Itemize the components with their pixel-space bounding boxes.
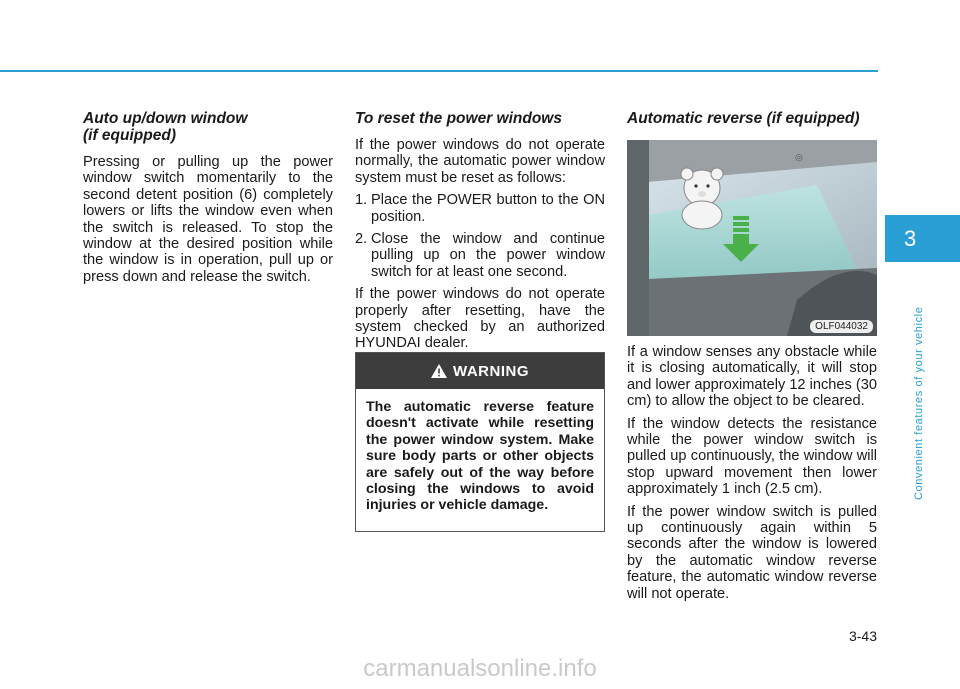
warning-box [355, 352, 605, 532]
step-text: Place the POWER button to the ON position. [371, 192, 605, 225]
window-illustration [627, 140, 877, 336]
step-number: 1. [355, 192, 368, 209]
automatic-reverse-heading: Automatic reverse (if equipped) [627, 110, 860, 127]
reverse-paragraph-2: If the window detects the resistance while the power window switch is pulled up continuously, the window will stop upward movement then lower approximately 1 inch (2.5 cm). [627, 415, 877, 498]
reset-outro: If the power windows do not operate properly after resetting, have the system checked by an authorized HYUNDAI dealer. [355, 286, 605, 352]
step-text: Close the window and continue pulling up on the power window switch for at least one second. [371, 231, 605, 280]
automatic-reverse-section [627, 110, 877, 137]
chapter-number: 3 [904, 226, 917, 251]
car-window-image [627, 140, 877, 336]
automatic-reverse-body [627, 344, 877, 608]
reverse-paragraph-3: If the power window switch is pulled up continuously again within 5 seconds after the window is lowered by the automatic window reverse feature, the automatic window reverse will not operate. [627, 503, 877, 602]
warning-triangle-icon [431, 364, 447, 378]
step-item [355, 192, 605, 225]
reset-windows-section [355, 110, 605, 358]
reverse-paragraph-1: If a window senses any obstacle while it is closing automatically, it will stop and lower approximately 12 inches (30 cm) to allow the object to be cleared. [627, 344, 877, 410]
warning-text: The automatic reverse feature doesn't activate while resetting the power window system. Make sure body parts or other objects are safely out of the way before closing the windows to avoid injuries or vehicle damage. [366, 399, 594, 514]
heading-line-1: Auto up/down window [83, 110, 248, 127]
auto-updown-paragraph: Pressing or pulling up the power window switch momentarily to the second detent position (6) completely lowers or lifts the window even when the switch is released. To stop the window at the desired position while the window is in operation, pull up or press down and release the switch. [83, 154, 333, 285]
chapter-title: Convenient features of your vehicle [913, 306, 925, 500]
auto-updown-heading [83, 110, 333, 144]
step-number: 2. [355, 231, 368, 248]
chapter-tab [885, 215, 960, 262]
step-item [355, 231, 605, 280]
svg-text:◎: ◎ [795, 152, 803, 162]
page-number: 3-43 [848, 628, 877, 644]
warning-header [356, 353, 604, 389]
warning-title: WARNING [453, 362, 529, 380]
chapter-title-vertical [913, 270, 927, 500]
watermark: carmanualsonline.info [363, 655, 597, 682]
reset-intro: If the power windows do not operate normally, the automatic power window system must be reset as follows: [355, 137, 605, 186]
image-code-label: OLF044032 [810, 320, 873, 333]
reset-windows-heading: To reset the power windows [355, 110, 562, 127]
heading-line-2: (if equipped) [83, 127, 176, 144]
top-rule [0, 70, 878, 72]
auto-updown-section [83, 110, 333, 291]
